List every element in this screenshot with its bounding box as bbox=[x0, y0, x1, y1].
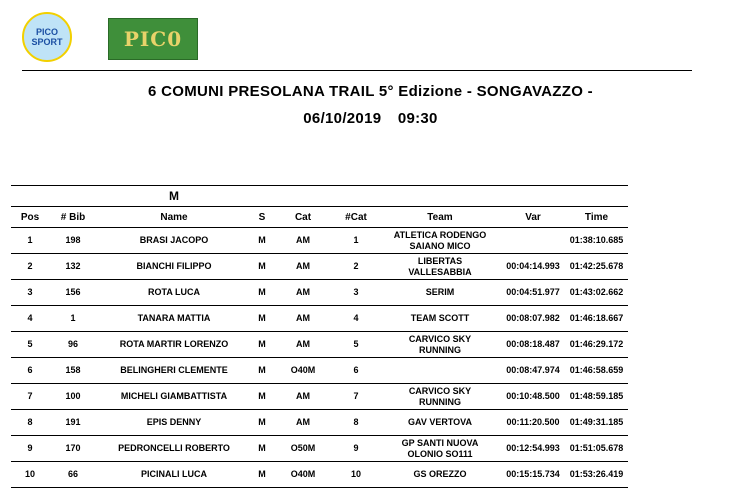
team-line: GAV VERTOVA bbox=[407, 417, 472, 427]
category-label: M bbox=[97, 186, 251, 207]
pico-sport-logo-text-2: SPORT bbox=[31, 37, 63, 47]
cell-var: 00:11:20.500 bbox=[501, 410, 565, 436]
team-line: RUNNING bbox=[419, 396, 461, 407]
cell-bib: 96 bbox=[49, 332, 97, 358]
cell-cat: AM bbox=[273, 306, 333, 332]
table-row bbox=[11, 436, 628, 462]
cell-pos: 10 bbox=[11, 462, 49, 488]
cell-pos: 4 bbox=[11, 306, 49, 332]
cell-cat: AM bbox=[273, 384, 333, 410]
cell-time: 01:38:10.685 bbox=[565, 228, 628, 254]
team-line: VALLESABBIA bbox=[408, 266, 472, 277]
cell-cat: O40M bbox=[273, 462, 333, 488]
cell-var: 00:04:51.977 bbox=[501, 280, 565, 306]
cell-cat-rank: 9 bbox=[333, 436, 379, 462]
cell-time: 01:46:18.667 bbox=[565, 306, 628, 332]
cell-pos: 6 bbox=[11, 358, 49, 384]
team-line: SAIANO MICO bbox=[409, 240, 471, 251]
cell-team bbox=[379, 280, 501, 306]
col-header-team: Team bbox=[379, 207, 501, 228]
table-row bbox=[11, 280, 628, 306]
cell-sex: M bbox=[251, 462, 273, 488]
table-row bbox=[11, 384, 628, 410]
cell-sex: M bbox=[251, 280, 273, 306]
cell-time: 01:49:31.185 bbox=[565, 410, 628, 436]
cell-time: 01:42:25.678 bbox=[565, 254, 628, 280]
cell-cat-rank: 2 bbox=[333, 254, 379, 280]
cell-cat: O40M bbox=[273, 358, 333, 384]
cell-team bbox=[379, 436, 501, 462]
cell-pos: 9 bbox=[11, 436, 49, 462]
team-line: RUNNING bbox=[419, 344, 461, 355]
cell-pos: 8 bbox=[11, 410, 49, 436]
cell-team bbox=[379, 462, 501, 488]
cell-team bbox=[379, 306, 501, 332]
cell-bib: 191 bbox=[49, 410, 97, 436]
cell-bib: 156 bbox=[49, 280, 97, 306]
team-line: OLONIO SO111 bbox=[407, 448, 473, 459]
cell-time: 01:53:26.419 bbox=[565, 462, 628, 488]
cell-var bbox=[501, 228, 565, 254]
header-row bbox=[11, 207, 628, 228]
table-row bbox=[11, 306, 628, 332]
cell-team bbox=[379, 254, 501, 280]
team-line: CARVICO SKY bbox=[408, 385, 472, 396]
cell-name: PICINALI LUCA bbox=[97, 462, 251, 488]
col-header-time: Time bbox=[565, 207, 628, 228]
pico-sport-logo bbox=[22, 12, 72, 62]
cell-bib: 66 bbox=[49, 462, 97, 488]
table-row bbox=[11, 462, 628, 488]
cell-pos: 1 bbox=[11, 228, 49, 254]
cell-bib: 198 bbox=[49, 228, 97, 254]
cell-time: 01:43:02.662 bbox=[565, 280, 628, 306]
cell-var: 00:15:15.734 bbox=[501, 462, 565, 488]
cell-bib: 1 bbox=[49, 306, 97, 332]
event-datetime bbox=[0, 110, 741, 127]
header-divider bbox=[22, 70, 692, 71]
cell-bib: 100 bbox=[49, 384, 97, 410]
cell-cat-rank: 7 bbox=[333, 384, 379, 410]
cell-sex: M bbox=[251, 358, 273, 384]
cell-pos: 7 bbox=[11, 384, 49, 410]
cell-name: BIANCHI FILIPPO bbox=[97, 254, 251, 280]
cell-time: 01:51:05.678 bbox=[565, 436, 628, 462]
cell-name: EPIS DENNY bbox=[97, 410, 251, 436]
cell-sex: M bbox=[251, 306, 273, 332]
cell-sex: M bbox=[251, 228, 273, 254]
cell-cat-rank: 6 bbox=[333, 358, 379, 384]
col-header-cat: Cat bbox=[273, 207, 333, 228]
col-header-bib: # Bib bbox=[49, 207, 97, 228]
cell-name: ROTA MARTIR LORENZO bbox=[97, 332, 251, 358]
cell-name: PEDRONCELLI ROBERTO bbox=[97, 436, 251, 462]
table-row bbox=[11, 254, 628, 280]
cell-name: BELINGHERI CLEMENTE bbox=[97, 358, 251, 384]
cell-cat-rank: 1 bbox=[333, 228, 379, 254]
pico-logo-text: PIC0 bbox=[123, 27, 183, 51]
cell-time: 01:46:58.659 bbox=[565, 358, 628, 384]
team-line: SERIM bbox=[425, 287, 455, 297]
cell-sex: M bbox=[251, 254, 273, 280]
col-header-pos: Pos bbox=[11, 207, 49, 228]
event-title: 6 COMUNI PRESOLANA TRAIL 5° Edizione - SONGAVAZZO - bbox=[148, 83, 593, 100]
cell-cat: AM bbox=[273, 254, 333, 280]
cell-time: 01:48:59.185 bbox=[565, 384, 628, 410]
table-row bbox=[11, 410, 628, 436]
cell-var: 00:12:54.993 bbox=[501, 436, 565, 462]
cell-var: 00:10:48.500 bbox=[501, 384, 565, 410]
cell-pos: 5 bbox=[11, 332, 49, 358]
team-line: GP SANTI NUOVA bbox=[401, 437, 479, 448]
table-row bbox=[11, 228, 628, 254]
cell-name: ROTA LUCA bbox=[97, 280, 251, 306]
col-header-name: Name bbox=[97, 207, 251, 228]
cell-sex: M bbox=[251, 436, 273, 462]
team-line: TEAM SCOTT bbox=[410, 313, 470, 323]
team-line: LIBERTAS bbox=[417, 255, 463, 266]
cell-team bbox=[379, 332, 501, 358]
cell-team bbox=[379, 228, 501, 254]
table-row bbox=[11, 358, 628, 384]
cell-var: 00:08:47.974 bbox=[501, 358, 565, 384]
team-line: GS OREZZO bbox=[413, 469, 467, 479]
cell-var: 00:04:14.993 bbox=[501, 254, 565, 280]
cell-pos: 3 bbox=[11, 280, 49, 306]
cell-cat-rank: 5 bbox=[333, 332, 379, 358]
cell-bib: 158 bbox=[49, 358, 97, 384]
team-line: CARVICO SKY bbox=[408, 333, 472, 344]
cell-name: TANARA MATTIA bbox=[97, 306, 251, 332]
cell-cat: AM bbox=[273, 228, 333, 254]
results-table bbox=[11, 185, 628, 488]
cell-name: BRASI JACOPO bbox=[97, 228, 251, 254]
pico-sport-logo-text-1: PICO bbox=[35, 27, 58, 37]
cell-cat: O50M bbox=[273, 436, 333, 462]
cell-cat-rank: 8 bbox=[333, 410, 379, 436]
cell-name: MICHELI GIAMBATTISTA bbox=[97, 384, 251, 410]
cell-pos: 2 bbox=[11, 254, 49, 280]
cell-time: 01:46:29.172 bbox=[565, 332, 628, 358]
cell-var: 00:08:07.982 bbox=[501, 306, 565, 332]
cell-cat-rank: 3 bbox=[333, 280, 379, 306]
cell-cat: AM bbox=[273, 280, 333, 306]
team-line: ATLETICA RODENGO bbox=[393, 229, 487, 240]
cell-team bbox=[379, 358, 501, 384]
cell-bib: 170 bbox=[49, 436, 97, 462]
col-header-cat-rank: #Cat bbox=[333, 207, 379, 228]
cell-team bbox=[379, 384, 501, 410]
pico-logo bbox=[108, 18, 198, 60]
cell-sex: M bbox=[251, 410, 273, 436]
cell-var: 00:08:18.487 bbox=[501, 332, 565, 358]
table-row bbox=[11, 332, 628, 358]
cell-sex: M bbox=[251, 384, 273, 410]
cell-team bbox=[379, 410, 501, 436]
category-row bbox=[11, 186, 628, 207]
cell-cat: AM bbox=[273, 410, 333, 436]
cell-cat-rank: 4 bbox=[333, 306, 379, 332]
event-time: 09:30 bbox=[397, 110, 438, 127]
cell-cat: AM bbox=[273, 332, 333, 358]
cell-sex: M bbox=[251, 332, 273, 358]
cell-cat-rank: 10 bbox=[333, 462, 379, 488]
cell-bib: 132 bbox=[49, 254, 97, 280]
col-header-sex: S bbox=[251, 207, 273, 228]
col-header-var: Var bbox=[501, 207, 565, 228]
event-date: 06/10/2019 bbox=[303, 110, 382, 127]
